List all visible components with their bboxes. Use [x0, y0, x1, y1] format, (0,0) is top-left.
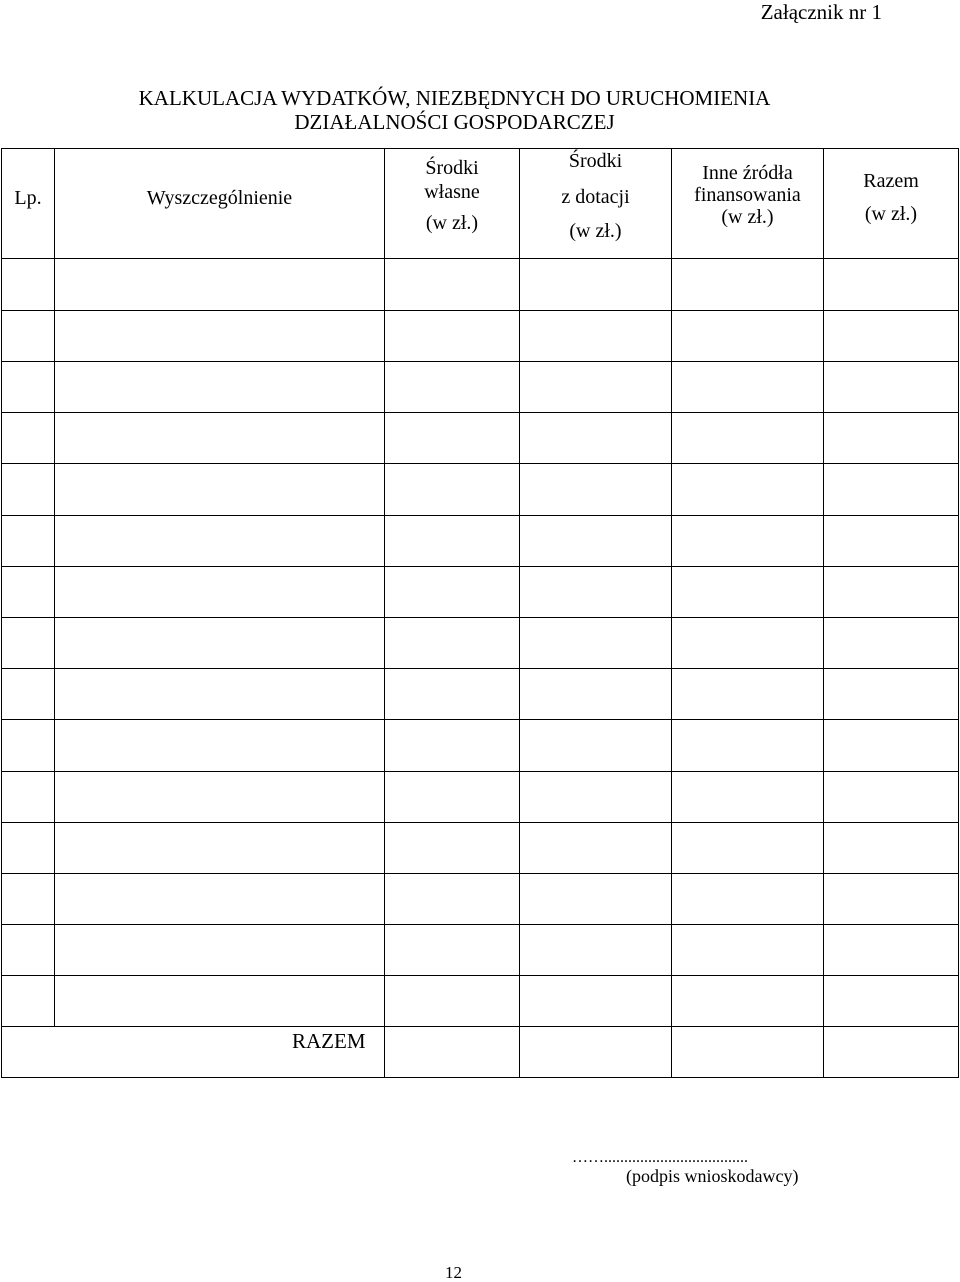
col-divider-other — [823, 148, 824, 1078]
row-line — [1, 617, 959, 618]
header-other-sources: Inne źródła finansowania (w zł.) — [694, 162, 801, 228]
row-line — [1, 771, 959, 772]
title-line-1: KALKULACJA WYDATKÓW, NIEZBĘDNYCH DO URUCHOMIENIA — [138, 86, 771, 110]
header-lp: Lp. — [14, 187, 42, 209]
table-border-right — [958, 148, 959, 1078]
signature-line: …….................................... — [572, 1149, 748, 1166]
col-divider-lp — [54, 148, 55, 1026]
header-total: Razem (w zł.) — [863, 170, 919, 225]
row-line — [1, 412, 959, 413]
row-line — [1, 668, 959, 669]
row-line — [1, 566, 959, 567]
signature-label: (podpis wnioskodawcy) — [626, 1166, 799, 1186]
table-border-top — [1, 148, 959, 149]
row-line — [1, 515, 959, 516]
attachment-label: Załącznik nr 1 — [760, 0, 882, 24]
table-border-left — [1, 148, 2, 1078]
col-divider-grant — [671, 148, 672, 1078]
row-line — [1, 310, 959, 311]
row-line — [1, 361, 959, 362]
header-item: Wyszczególnienie — [146, 187, 293, 209]
row-line — [1, 822, 959, 823]
row-line — [1, 873, 959, 874]
header-bottom-line — [1, 258, 959, 259]
row-line — [1, 975, 959, 976]
col-divider-item — [384, 148, 385, 1078]
table-border-bottom — [1, 1077, 959, 1078]
page-number: 12 — [445, 1263, 462, 1282]
header-grant: Środki z dotacji (w zł.) — [561, 150, 630, 242]
row-line — [1, 924, 959, 925]
title-line-2: DZIAŁALNOŚCI GOSPODARCZEJ — [294, 110, 615, 134]
row-line — [1, 463, 959, 464]
row-line — [1, 719, 959, 720]
total-row-label: RAZEM — [292, 1029, 366, 1053]
row-line — [1, 1026, 959, 1027]
col-divider-own — [519, 148, 520, 1078]
header-own-funds: Środki własne (w zł.) — [424, 157, 480, 234]
